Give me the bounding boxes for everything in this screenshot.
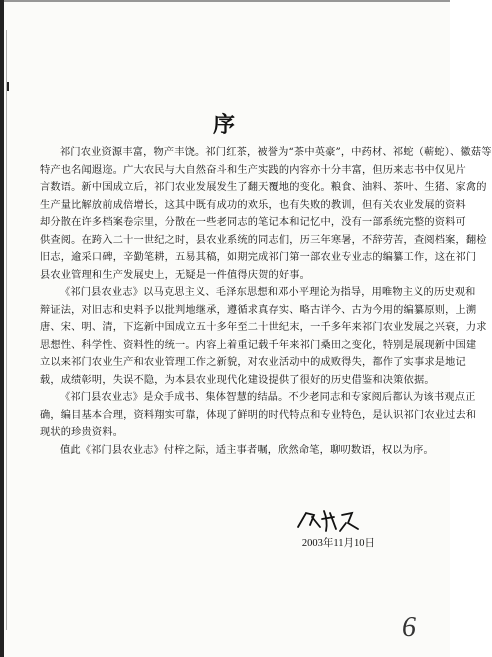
text-line: 旧志，逾采口碑，辛勤笔耕，五易其稿，如期完成祁门第一部农业专业志的编纂工作，这在祁门 (40, 252, 477, 263)
preface-body (40, 144, 492, 459)
text-line: 立以来祁门农业生产和农业管理工作之新貌，对农业活动中的成败得失，都作了实事求是地记 (40, 357, 466, 368)
margin-mark (7, 82, 9, 91)
page-number: 6 (402, 612, 416, 643)
handwritten-signature (294, 505, 384, 535)
text-line: 《祁门县农业志》以马克思主义、毛泽东思想和邓小平理论为指导，用唯物主义的历史观和 (60, 287, 476, 298)
text-line: 供查阅。在跨入二十一世纪之时，县农业系统的同志们，历三年寒暑，不辞劳苦，查阅档案，翻检 (40, 234, 487, 246)
text-line: 特产也名闻遐迩。广大农民与大自然奋斗和生产实践的内容亦十分丰富，但历来志书中仅见片 (40, 164, 466, 176)
text-line: 《祁门县农业志》是众手成书、集体智慧的结晶。不少老同志和专家阅后都认为该书观点正 (60, 392, 476, 403)
text-line: 祁门农业资源丰富，物产丰饶。祁门红茶，被誉为“茶中英豪”，中药材、祁蛇（蕲蛇）、徽菇等 (60, 147, 492, 158)
text-line: 言数语。新中国成立后，祁门农业发展发生了翻天覆地的变化。粮食、油料、茶叶、生猪、家禽的 (40, 182, 487, 193)
text-line: 确，编目基本合理，资料翔实可靠，体现了鲜明的时代特点和专业特色，是认识祁门农业过去和 (40, 409, 477, 421)
text-line: 值此《祁门县农业志》付梓之际，适主事者嘱，欣然命笔，聊叨数语，权以为序。 (60, 444, 434, 456)
text-line: 却分散在许多档案卷宗里，分散在一些老同志的笔记本和记忆中，没有一部系统完整的资料可 (40, 217, 466, 228)
text-line: 辩证法，对旧志和史料予以批判地继承，遵循求真存实、略古详今、古为今用的编纂原则，上溯 (40, 304, 477, 316)
text-line: 唐、宋、明、清，下迄新中国成立五十多年至二十世纪末，一千多年来祁门农业发展之兴衰，力求 (40, 322, 487, 333)
scan-top-edge (0, 0, 450, 2)
text-line: 载，成绩彰明，失误不隐，为本县农业现代化建设提供了很好的历史借鉴和决策依据。 (40, 374, 435, 386)
date-line: 2003年11月10日 (301, 538, 375, 549)
page-title: 序 (212, 112, 237, 138)
text-line: 县农业管理和生产发展史上，无疑是一件值得庆贺的好事。 (40, 269, 311, 281)
text-line: 思想性、科学性、资料性的统一。内容上着重记载千年来祁门桑田之变化，特别是展现新中国建 (40, 339, 477, 351)
scan-left-edge (0, 0, 4, 657)
text-line: 现状的珍贵资料。 (40, 427, 124, 438)
text-line: 生产量比解放前成倍增长，这其中既有成功的欢乐，也有失败的教训，但有关农业发展的资料 (40, 199, 466, 211)
